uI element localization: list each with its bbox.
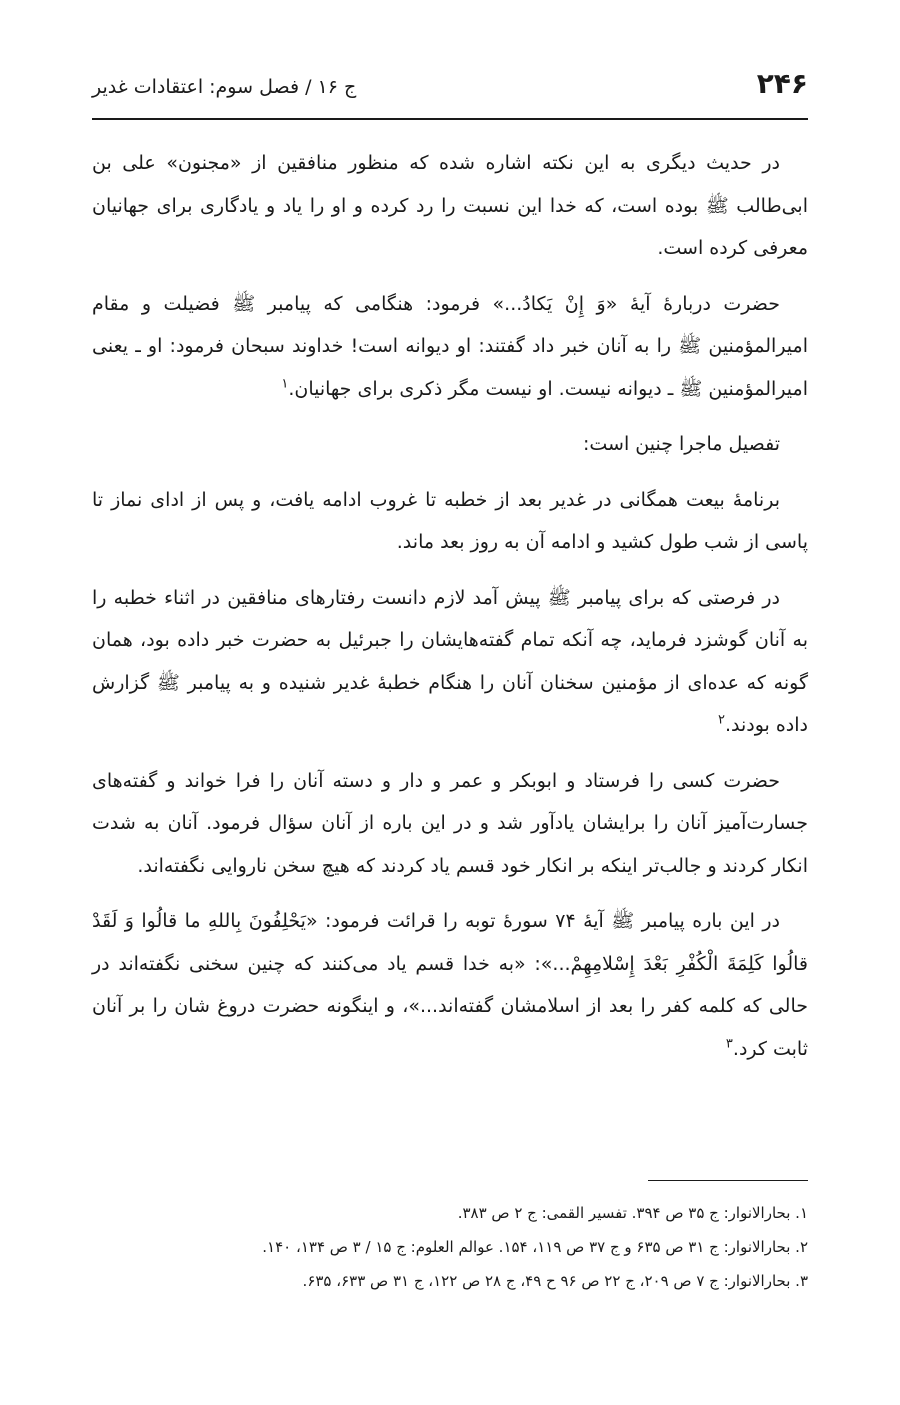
paragraph-4 — [92, 479, 808, 564]
paragraph-6 — [92, 760, 808, 888]
paragraph-text: حضرت دربارهٔ آیهٔ «وَ إِنْ یَکادُ...» فرمود: هنگامی که پیامبر ﷺ فضیلت و مقام امیرالمؤمنین ﷺ را به آنان خبر داد گفتند: او دیوانه است! خداوند سبحان فرمود: او ـ یعنی امیرالمؤمنین ﷺ ـ دیوانه نیست. او نیست مگر ذکری برای جهانیان. — [92, 292, 808, 400]
paragraph-text: در فرصتی که برای پیامبر ﷺ پیش آمد لازم دانست رفتارهای منافقین در اثناء خطبه را به آنان گوشزد فرماید، چه آنکه تمام گفته‌هایشان را جبرئیل به حضرت خبر داده بود، همان گونه که عده‌ای از مؤمنین سخنان آنان را هنگام خطبهٔ غدیر شنیده و به پیامبر ﷺ گزارش داده بودند. — [92, 586, 808, 736]
running-header — [92, 62, 808, 112]
footnotes — [92, 1196, 808, 1298]
paragraph-text: حضرت کسی را فرستاد و ابوبکر و عمر و دار و دسته آنان را فرا خواند و گفته‌های جسارت‌آمیز آنان را برایشان یادآور شد و در این باره از آنان سؤال فرمود. آنان به شدت انکار کردند و جالب‌تر اینکه بر انکار خود قسم یاد کردند که هیچ سخن ناروایی نگفته‌اند. — [92, 769, 808, 877]
paragraph-text: در حدیث دیگری به این نکته اشاره شده که منظور منافقین از «مجنون» علی بن ابی‌طالب ﷺ بوده است، که خدا این نسبت را رد کرده و او را یاد و یادگاری برای جهانیان معرفی کرده است. — [92, 152, 808, 259]
running-header-title: ج ۱۶ / فصل سوم: اعتقادات غدیر — [92, 76, 357, 98]
header-rule — [92, 118, 808, 120]
footnote-3: ۳. بحارالانوار: ج ۷ ص ۲۰۹، ج ۲۲ ص ۹۶ ح ۴۹، ج ۲۸ ص ۱۲۲، ج ۳۱ ص ۶۳۳، ۶۳۵. — [302, 1272, 808, 1290]
footnote-reference[interactable]: ۱ — [281, 376, 289, 392]
paragraph-3 — [92, 423, 808, 466]
paragraph-2 — [92, 283, 808, 411]
footnote-reference[interactable]: ۳ — [725, 1036, 733, 1052]
page-number: ۲۴۶ — [756, 67, 808, 100]
paragraph-5 — [92, 577, 808, 747]
paragraph-1 — [92, 142, 808, 270]
paragraph-text: در این باره پیامبر ﷺ آیهٔ ۷۴ سورهٔ توبه را قرائت فرمود: «یَحْلِفُونَ بِاللهِ ما قالُوا وَ لَقَدْ قالُوا کَلِمَةَ الْکُفْرِ بَعْدَ إِسْلامِهِمْ...»: «به خدا قسم یاد می‌کنند که چنین سخنی نگفته‌اند در حالی که کلمه کفر را بعد از اسلامشان گفته‌اند...»، و اینگونه حضرت دروغ شان را بر آنان ثابت کرد. — [92, 910, 808, 1060]
footnote-2: ۲. بحارالانوار: ج ۳۱ ص ۶۳۵ و ج ۳۷ ص ۱۱۹، ۱۵۴. عوالم العلوم: ج ۱۵ / ۳ ص ۱۳۴، ۱۴۰. — [262, 1238, 808, 1256]
body-text — [92, 142, 808, 1083]
footnote-separator — [648, 1180, 808, 1181]
paragraph-text: تفصیل ماجرا چنین است: — [582, 433, 780, 455]
footnote-1: ۱. بحارالانوار: ج ۳۵ ص ۳۹۴. تفسیر القمی: ج ۲ ص ۳۸۳. — [457, 1204, 808, 1222]
paragraph-text: برنامهٔ بیعت همگانی در غدیر بعد از خطبه تا غروب ادامه یافت، و پس از ادای نماز تا پاسی از شب طول کشید و ادامه آن به روز بعد ماند. — [92, 488, 808, 553]
paragraph-7 — [92, 900, 808, 1070]
footnote-reference[interactable]: ۲ — [717, 712, 725, 728]
